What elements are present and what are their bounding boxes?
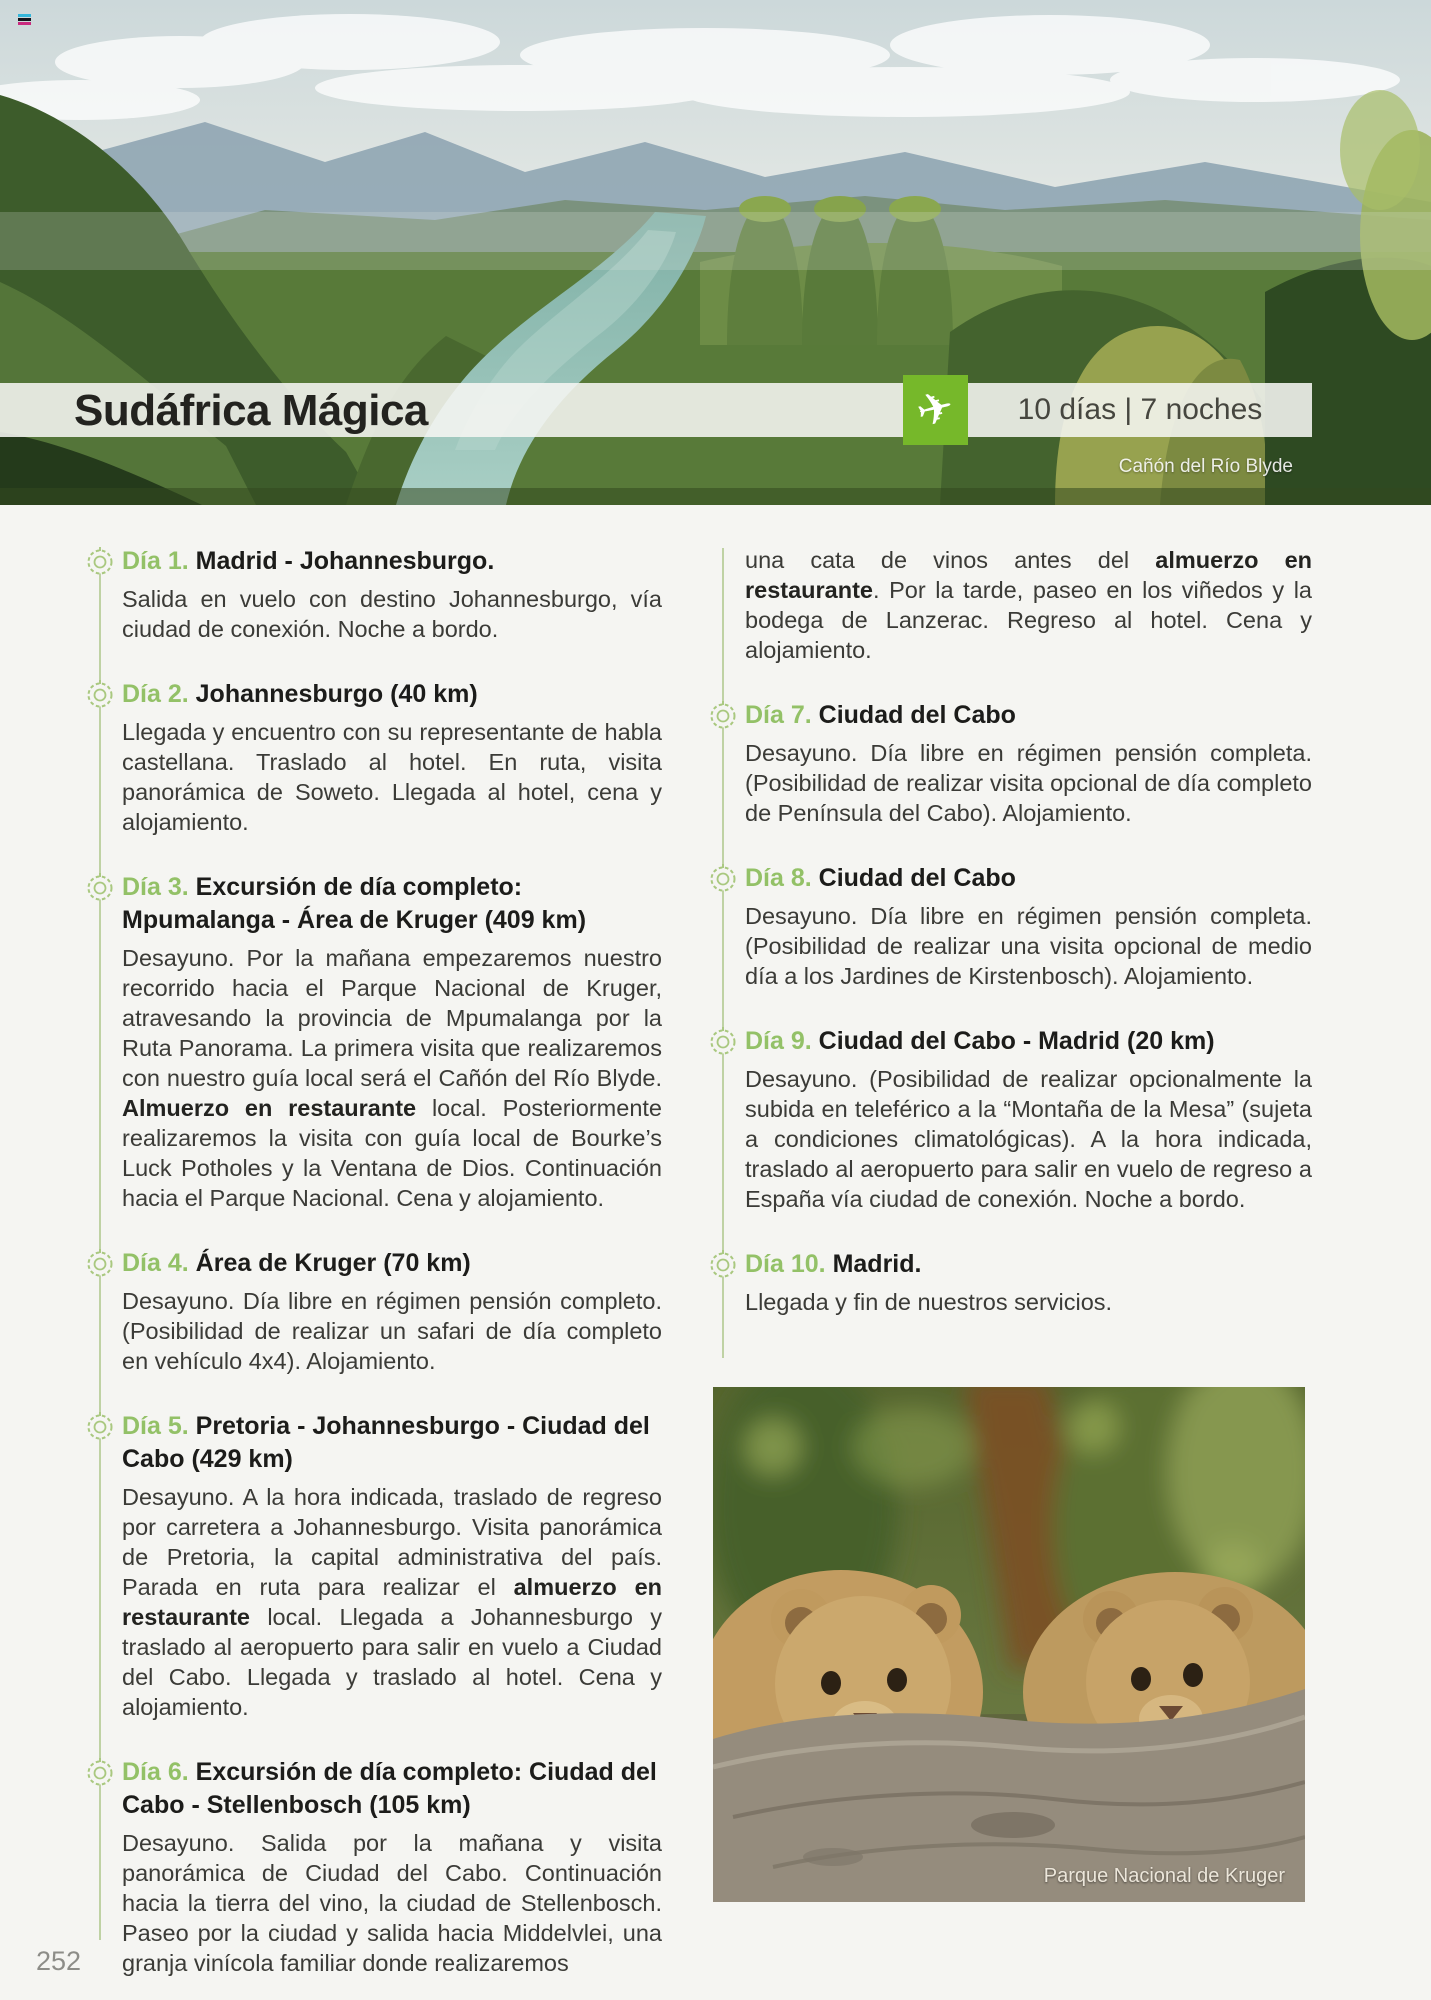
day-marker-icon: [708, 1026, 738, 1056]
day-title: Madrid - Johannesburgo.: [195, 547, 495, 575]
day-item: [708, 862, 1312, 991]
day-marker-icon: [85, 1757, 115, 1787]
day-item: [708, 1025, 1312, 1214]
lion-photo-caption: Parque Nacional de Kruger: [1043, 1865, 1285, 1887]
day-body: Desayuno. Día libre en régimen pensión completo. (Posibilidad de realizar un safari de día completo en vehículo 4x4). Alojamiento.: [122, 1288, 662, 1374]
day-item: [708, 699, 1312, 828]
lion-cubs-illustration: [713, 1387, 1305, 1902]
lion-cubs-photo: [713, 1387, 1305, 1902]
day-label: Día 6.: [122, 1758, 189, 1786]
page-number: 252: [36, 1946, 82, 1976]
day-label: Día 8.: [745, 864, 812, 892]
hero-photo-canyon: [0, 0, 1431, 505]
day-body: Llegada y fin de nuestros servicios.: [745, 1289, 1113, 1315]
day-item: [85, 1756, 662, 1978]
day-marker-icon: [708, 700, 738, 730]
day-body: Desayuno. Día libre en régimen pensión completa. (Posibilidad de realizar visita opcional de día completo de Península del Cabo). Alojamiento.: [745, 740, 1312, 826]
plane-icon: ✈: [911, 380, 960, 439]
day-title: Pretoria - Johannesburgo - Ciudad del Cabo (429 km): [122, 1412, 650, 1473]
day-marker-icon: [85, 1411, 115, 1441]
day-marker-icon: [85, 546, 115, 576]
day-title: Excursión de día completo: Ciudad del Cabo - Stellenbosch (105 km): [122, 1758, 657, 1819]
day-marker-icon: [708, 1249, 738, 1279]
day-body: Desayuno. (Posibilidad de realizar opcionalmente la subida en teleférico a la “Montaña de la Mesa” (sujeta a condiciones climatológicas). A la hora indicada, traslado al aeropuerto para salir en vuelo de regreso a España vía ciudad de conexión. Noche a bordo.: [745, 1066, 1312, 1212]
day-body: Desayuno. Por la mañana empezaremos nuestro recorrido hacia el Parque Nacional de Kruger, atravesando la provincia de Mpumalanga por la Ruta Panorama. La primera visita que realizaremos con nuestro guía local será el Cañón del Río Blyde. Almuerzo en restaurante local. Posteriormente realizaremos la visita con guía local de Bourke’s Luck Potholes y la Ventana de Dios. Continuación hacia el Parque Nacional. Cena y alojamiento.: [122, 945, 662, 1211]
day-body: Desayuno. A la hora indicada, traslado de regreso por carretera a Johannesburgo. Visita panorámica de Pretoria, la capital administrativa del país. Parada en ruta para realizar el almuerzo en restaurante local. Llegada a Johannesburgo y traslado al aeropuerto para salir en vuelo a Ciudad del Cabo. Llegada y traslado al hotel. Cena y alojamiento.: [122, 1484, 663, 1720]
day-list-left: [85, 545, 662, 1978]
day-title: Excursión de día completo: Mpumalanga - Área de Kruger (409 km): [122, 873, 587, 934]
day-title: Madrid.: [832, 1250, 922, 1278]
page-title: Sudáfrica Mágica: [74, 386, 428, 435]
day-item: [85, 871, 662, 1213]
trip-duration: 10 días | 7 noches: [1017, 393, 1263, 426]
hero-photo-caption: Cañón del Río Blyde: [1118, 456, 1293, 477]
day-item: [85, 1247, 662, 1376]
day-label: Día 7.: [745, 701, 812, 729]
day-list-right: [708, 699, 1312, 1317]
day-item: [85, 1410, 662, 1722]
duration-strip: [968, 383, 1312, 437]
day-item: [85, 545, 662, 644]
itinerary-left-column: [85, 545, 662, 2000]
day-label: Día 1.: [122, 547, 189, 575]
day-marker-icon: [85, 1248, 115, 1278]
day-title: Ciudad del Cabo - Madrid (20 km): [818, 1027, 1215, 1055]
day-body: Desayuno. Salida por la mañana y visita panorámica de Ciudad del Cabo. Continuación hacia la tierra del vino, la ciudad de Stellenbosch. Paseo por la ciudad y salida hacia Middelvlei, una granja vinícola familiar donde realizaremos: [122, 1830, 662, 1976]
day-label: Día 9.: [745, 1027, 812, 1055]
day-title: Johannesburgo (40 km): [195, 680, 478, 708]
day-label: Día 10.: [745, 1250, 826, 1278]
day-label: Día 4.: [122, 1249, 189, 1277]
day-body: Salida en vuelo con destino Johannesburgo, vía ciudad de conexión. Noche a bordo.: [122, 586, 662, 642]
registration-mark: [18, 14, 31, 27]
day-title: Ciudad del Cabo: [818, 701, 1016, 729]
day-label: Día 3.: [122, 873, 189, 901]
day-marker-icon: [85, 872, 115, 902]
itinerary-right-column: [708, 545, 1312, 1902]
day-body: Desayuno. Día libre en régimen pensión completa. (Posibilidad de realizar una visita opcional de medio día a los Jardines de Kirstenbosch). Alojamiento.: [745, 903, 1312, 989]
day6-continued-paragraph: una cata de vinos antes del almuerzo en restaurante. Por la tarde, paseo en los viñedos y la bodega de Lanzerac. Regreso al hotel. Cena y alojamiento.: [745, 547, 1312, 663]
day-marker-icon: [85, 679, 115, 709]
day-title: Área de Kruger (70 km): [195, 1249, 471, 1277]
day-label: Día 5.: [122, 1412, 189, 1440]
day-label: Día 2.: [122, 680, 189, 708]
day-item: [85, 678, 662, 837]
plane-badge: [903, 375, 968, 445]
day-title: Ciudad del Cabo: [818, 864, 1016, 892]
day-marker-icon: [708, 863, 738, 893]
day-item: [708, 1248, 1312, 1317]
day-body: Llegada y encuentro con su representante de habla castellana. Traslado al hotel. En ruta, visita panorámica de Soweto. Llegada al hotel, cena y alojamiento.: [122, 719, 662, 835]
